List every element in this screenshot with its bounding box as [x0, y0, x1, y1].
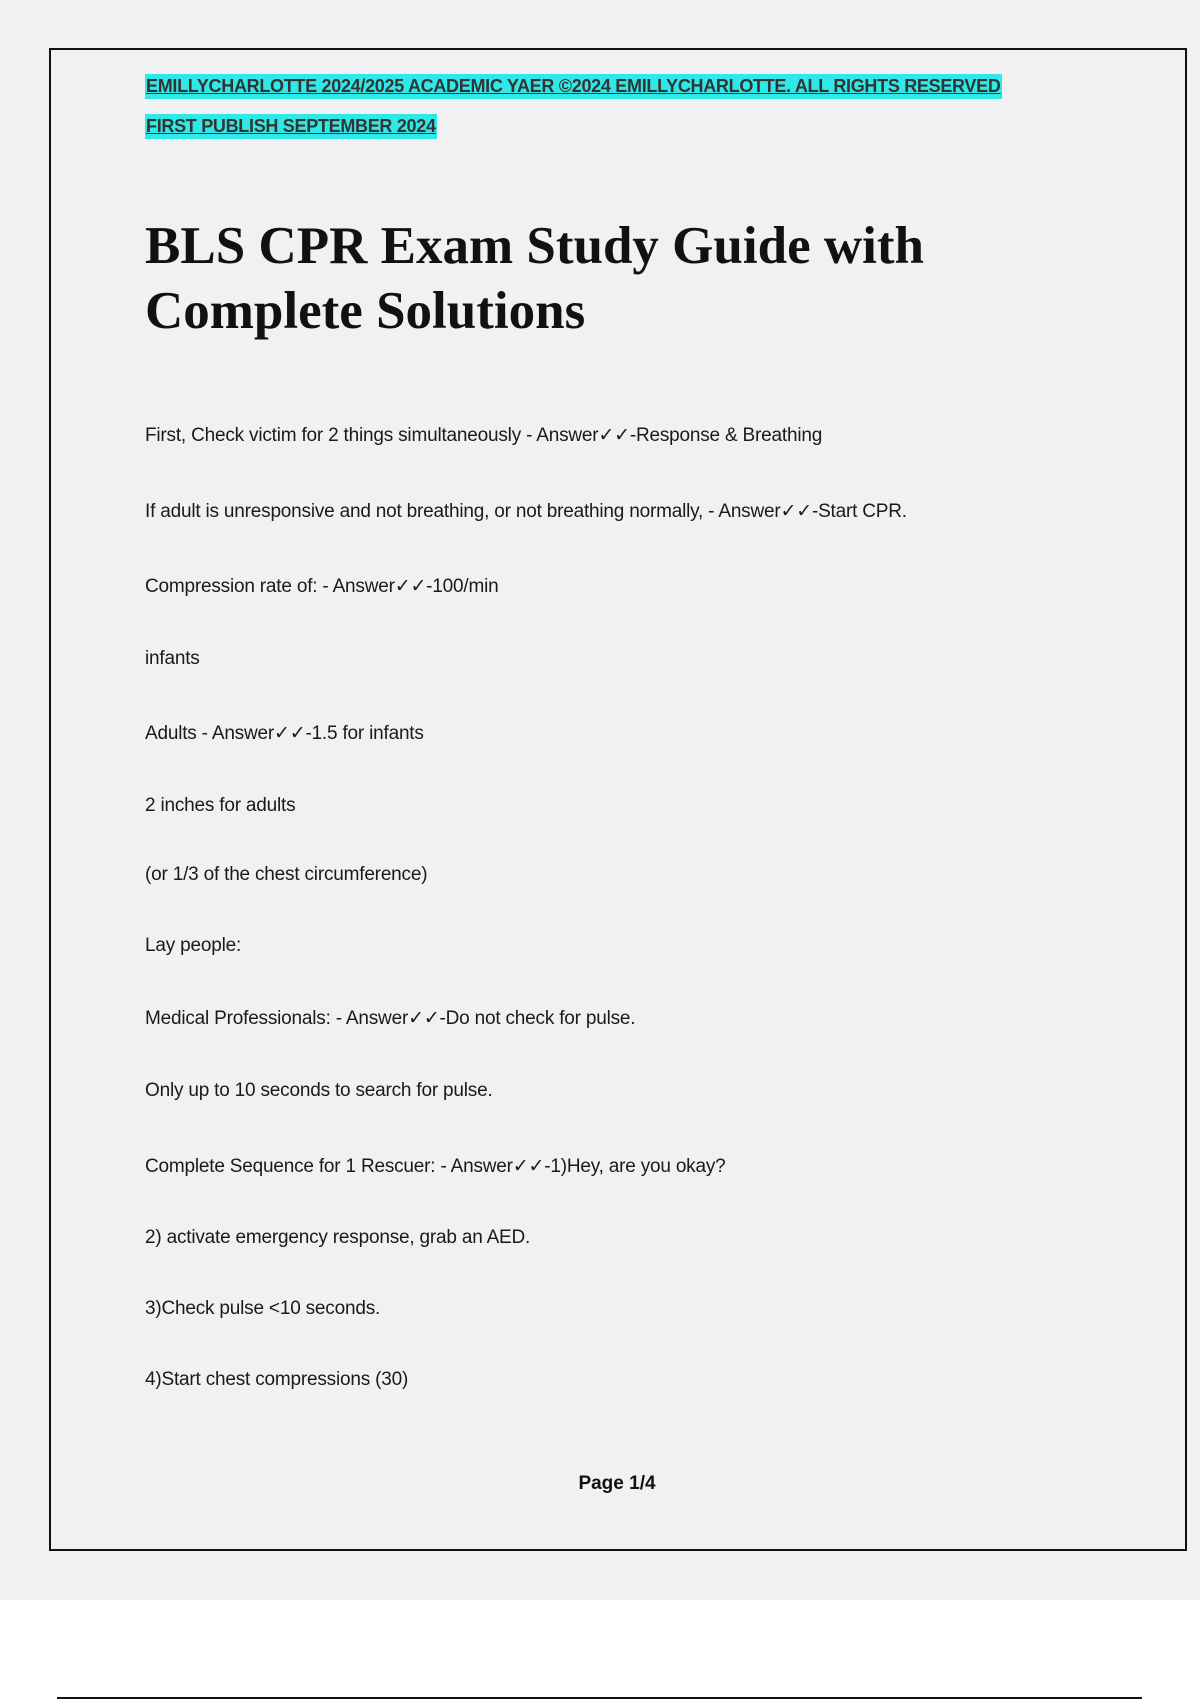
page-number: Page 1/4 — [578, 1473, 656, 1494]
bottom-divider — [57, 1697, 1142, 1699]
qa-line: Lay people: — [145, 935, 242, 956]
qa-line: Compression rate of: - Answer✓✓-100/min — [145, 576, 499, 597]
qa-line: (or 1/3 of the chest circumference) — [145, 864, 428, 885]
qa-line: 4)Start chest compressions (30) — [145, 1369, 409, 1390]
qa-line: infants — [145, 648, 200, 669]
qa-line: Only up to 10 seconds to search for pulse. — [145, 1080, 493, 1101]
qa-line: Adults - Answer✓✓-1.5 for infants — [145, 723, 424, 744]
qa-line: 2 inches for adults — [145, 795, 296, 816]
qa-line: 2) activate emergency response, grab an AED. — [145, 1227, 531, 1248]
document-title: BLS CPR Exam Study Guide with Complete Solutions — [145, 217, 924, 340]
copyright-banner: EMILLYCHARLOTTE 2024/2025 ACADEMIC YAER ©2024 EMILLYCHARLOTTE. ALL RIGHTS RESERVED — [145, 74, 1002, 99]
qa-line: Medical Professionals: - Answer✓✓-Do not check for pulse. — [145, 1008, 636, 1029]
qa-line: 3)Check pulse <10 seconds. — [145, 1298, 381, 1319]
qa-line: Complete Sequence for 1 Rescuer: - Answer✓✓-1)Hey, are you okay? — [145, 1156, 726, 1177]
publish-date-banner: FIRST PUBLISH SEPTEMBER 2024 — [145, 114, 437, 139]
qa-line: If adult is unresponsive and not breathing, or not breathing normally, - Answer✓✓-Start CPR. — [145, 501, 907, 522]
qa-line: First, Check victim for 2 things simultaneously - Answer✓✓-Response & Breathing — [145, 425, 823, 446]
